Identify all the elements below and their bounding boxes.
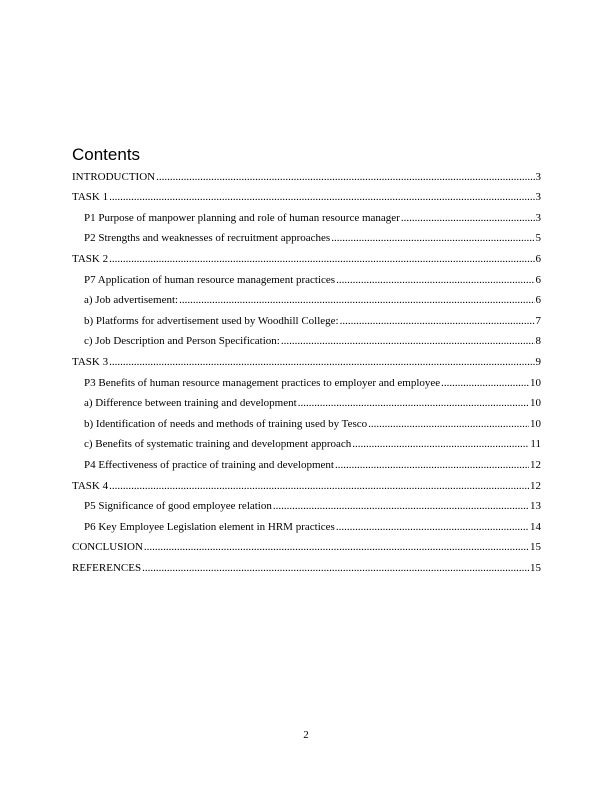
toc-entry-title: P3 Benefits of human resource management practices to employer and employee xyxy=(84,377,440,392)
toc-entry-title: TASK 1 xyxy=(72,191,108,206)
toc-entry-page: 14 xyxy=(530,520,541,533)
toc-dot-leader xyxy=(142,562,529,577)
toc-entry-page: 10 xyxy=(530,376,541,389)
toc-dot-leader xyxy=(368,418,529,433)
toc-entry-title: b) Platforms for advertisement used by Woodhill College: xyxy=(84,315,339,330)
toc-entry-title: b) Identification of needs and methods of training used by Tesco xyxy=(84,418,367,433)
toc-dot-leader xyxy=(336,521,529,536)
toc-entry-page: 6 xyxy=(535,252,541,265)
toc-entry[interactable] xyxy=(72,556,541,577)
toc-dot-leader xyxy=(336,274,534,289)
toc-entry-title: P4 Effectiveness of practice of training and development xyxy=(84,459,334,474)
toc-entry[interactable] xyxy=(72,186,541,207)
toc-entry-title: P5 Significance of good employee relation xyxy=(84,500,272,515)
toc-entry[interactable] xyxy=(72,453,541,474)
toc-entry-page: 10 xyxy=(530,397,541,410)
toc-entry-title: P7 Application of human resource management practices xyxy=(84,274,335,289)
toc-dot-leader xyxy=(109,191,534,206)
toc-entry[interactable] xyxy=(72,433,541,454)
toc-dot-leader xyxy=(144,541,529,556)
toc-entry-title: CONCLUSION xyxy=(72,541,143,556)
toc-entry-page: 6 xyxy=(535,273,541,286)
toc-entry-page: 5 xyxy=(535,232,541,245)
toc-entry-page: 13 xyxy=(530,500,541,513)
toc-dot-leader xyxy=(109,356,534,371)
toc-dot-leader xyxy=(352,438,529,453)
toc-entry-page: 3 xyxy=(535,170,541,183)
page-number: 2 xyxy=(303,729,309,741)
toc-entry-page: 7 xyxy=(535,314,541,327)
toc-entry[interactable] xyxy=(72,227,541,248)
table-of-contents xyxy=(72,165,541,577)
toc-entry[interactable] xyxy=(72,474,541,495)
toc-entry[interactable] xyxy=(72,392,541,413)
toc-entry[interactable] xyxy=(72,536,541,557)
toc-entry[interactable] xyxy=(72,247,541,268)
toc-entry[interactable] xyxy=(72,330,541,351)
toc-dot-leader xyxy=(340,315,535,330)
toc-dot-leader xyxy=(273,500,529,515)
toc-entry-title: REFERENCES xyxy=(72,562,141,577)
toc-dot-leader xyxy=(109,480,529,495)
toc-heading: Contents xyxy=(72,145,141,164)
toc-entry-page: 12 xyxy=(530,479,541,492)
toc-entry[interactable] xyxy=(72,515,541,536)
toc-entry-title: a) Difference between training and development xyxy=(84,397,297,412)
toc-dot-leader xyxy=(401,212,535,227)
toc-dot-leader xyxy=(281,335,535,350)
toc-entry-title: TASK 4 xyxy=(72,480,108,495)
toc-dot-leader xyxy=(331,232,534,247)
toc-dot-leader xyxy=(109,253,534,268)
toc-entry-page: 8 xyxy=(535,335,541,348)
toc-dot-leader xyxy=(441,377,529,392)
toc-entry-page: 10 xyxy=(530,417,541,430)
toc-entry-title: c) Benefits of systematic training and development approach xyxy=(84,438,351,453)
toc-entry-title: a) Job advertisement: xyxy=(84,294,178,309)
toc-entry-title: P6 Key Employee Legislation element in HRM practices xyxy=(84,521,335,536)
toc-entry-title: INTRODUCTION xyxy=(72,171,155,186)
toc-dot-leader xyxy=(179,294,534,309)
toc-entry-page: 12 xyxy=(530,458,541,471)
toc-entry-title: TASK 2 xyxy=(72,253,108,268)
toc-entry-title: P2 Strengths and weaknesses of recruitment approaches xyxy=(84,232,330,247)
toc-entry-page: 15 xyxy=(530,541,541,554)
toc-entry-page: 6 xyxy=(535,294,541,307)
toc-entry[interactable] xyxy=(72,350,541,371)
toc-entry[interactable] xyxy=(72,268,541,289)
toc-entry-page: 11 xyxy=(530,438,541,451)
toc-entry-page: 15 xyxy=(530,561,541,574)
toc-entry[interactable] xyxy=(72,495,541,516)
toc-entry[interactable] xyxy=(72,309,541,330)
toc-entry-title: c) Job Description and Person Specification: xyxy=(84,335,280,350)
toc-dot-leader xyxy=(156,171,534,186)
toc-entry[interactable] xyxy=(72,371,541,392)
toc-entry[interactable] xyxy=(72,165,541,186)
toc-entry[interactable] xyxy=(72,412,541,433)
toc-entry-page: 9 xyxy=(535,355,541,368)
toc-entry[interactable] xyxy=(72,206,541,227)
toc-entry-title: TASK 3 xyxy=(72,356,108,371)
toc-dot-leader xyxy=(335,459,529,474)
toc-dot-leader xyxy=(298,397,529,412)
toc-entry-title: P1 Purpose of manpower planning and role of human resource manager xyxy=(84,212,400,227)
toc-entry[interactable] xyxy=(72,289,541,310)
toc-entry-page: 3 xyxy=(535,191,541,204)
toc-entry-page: 3 xyxy=(535,211,541,224)
